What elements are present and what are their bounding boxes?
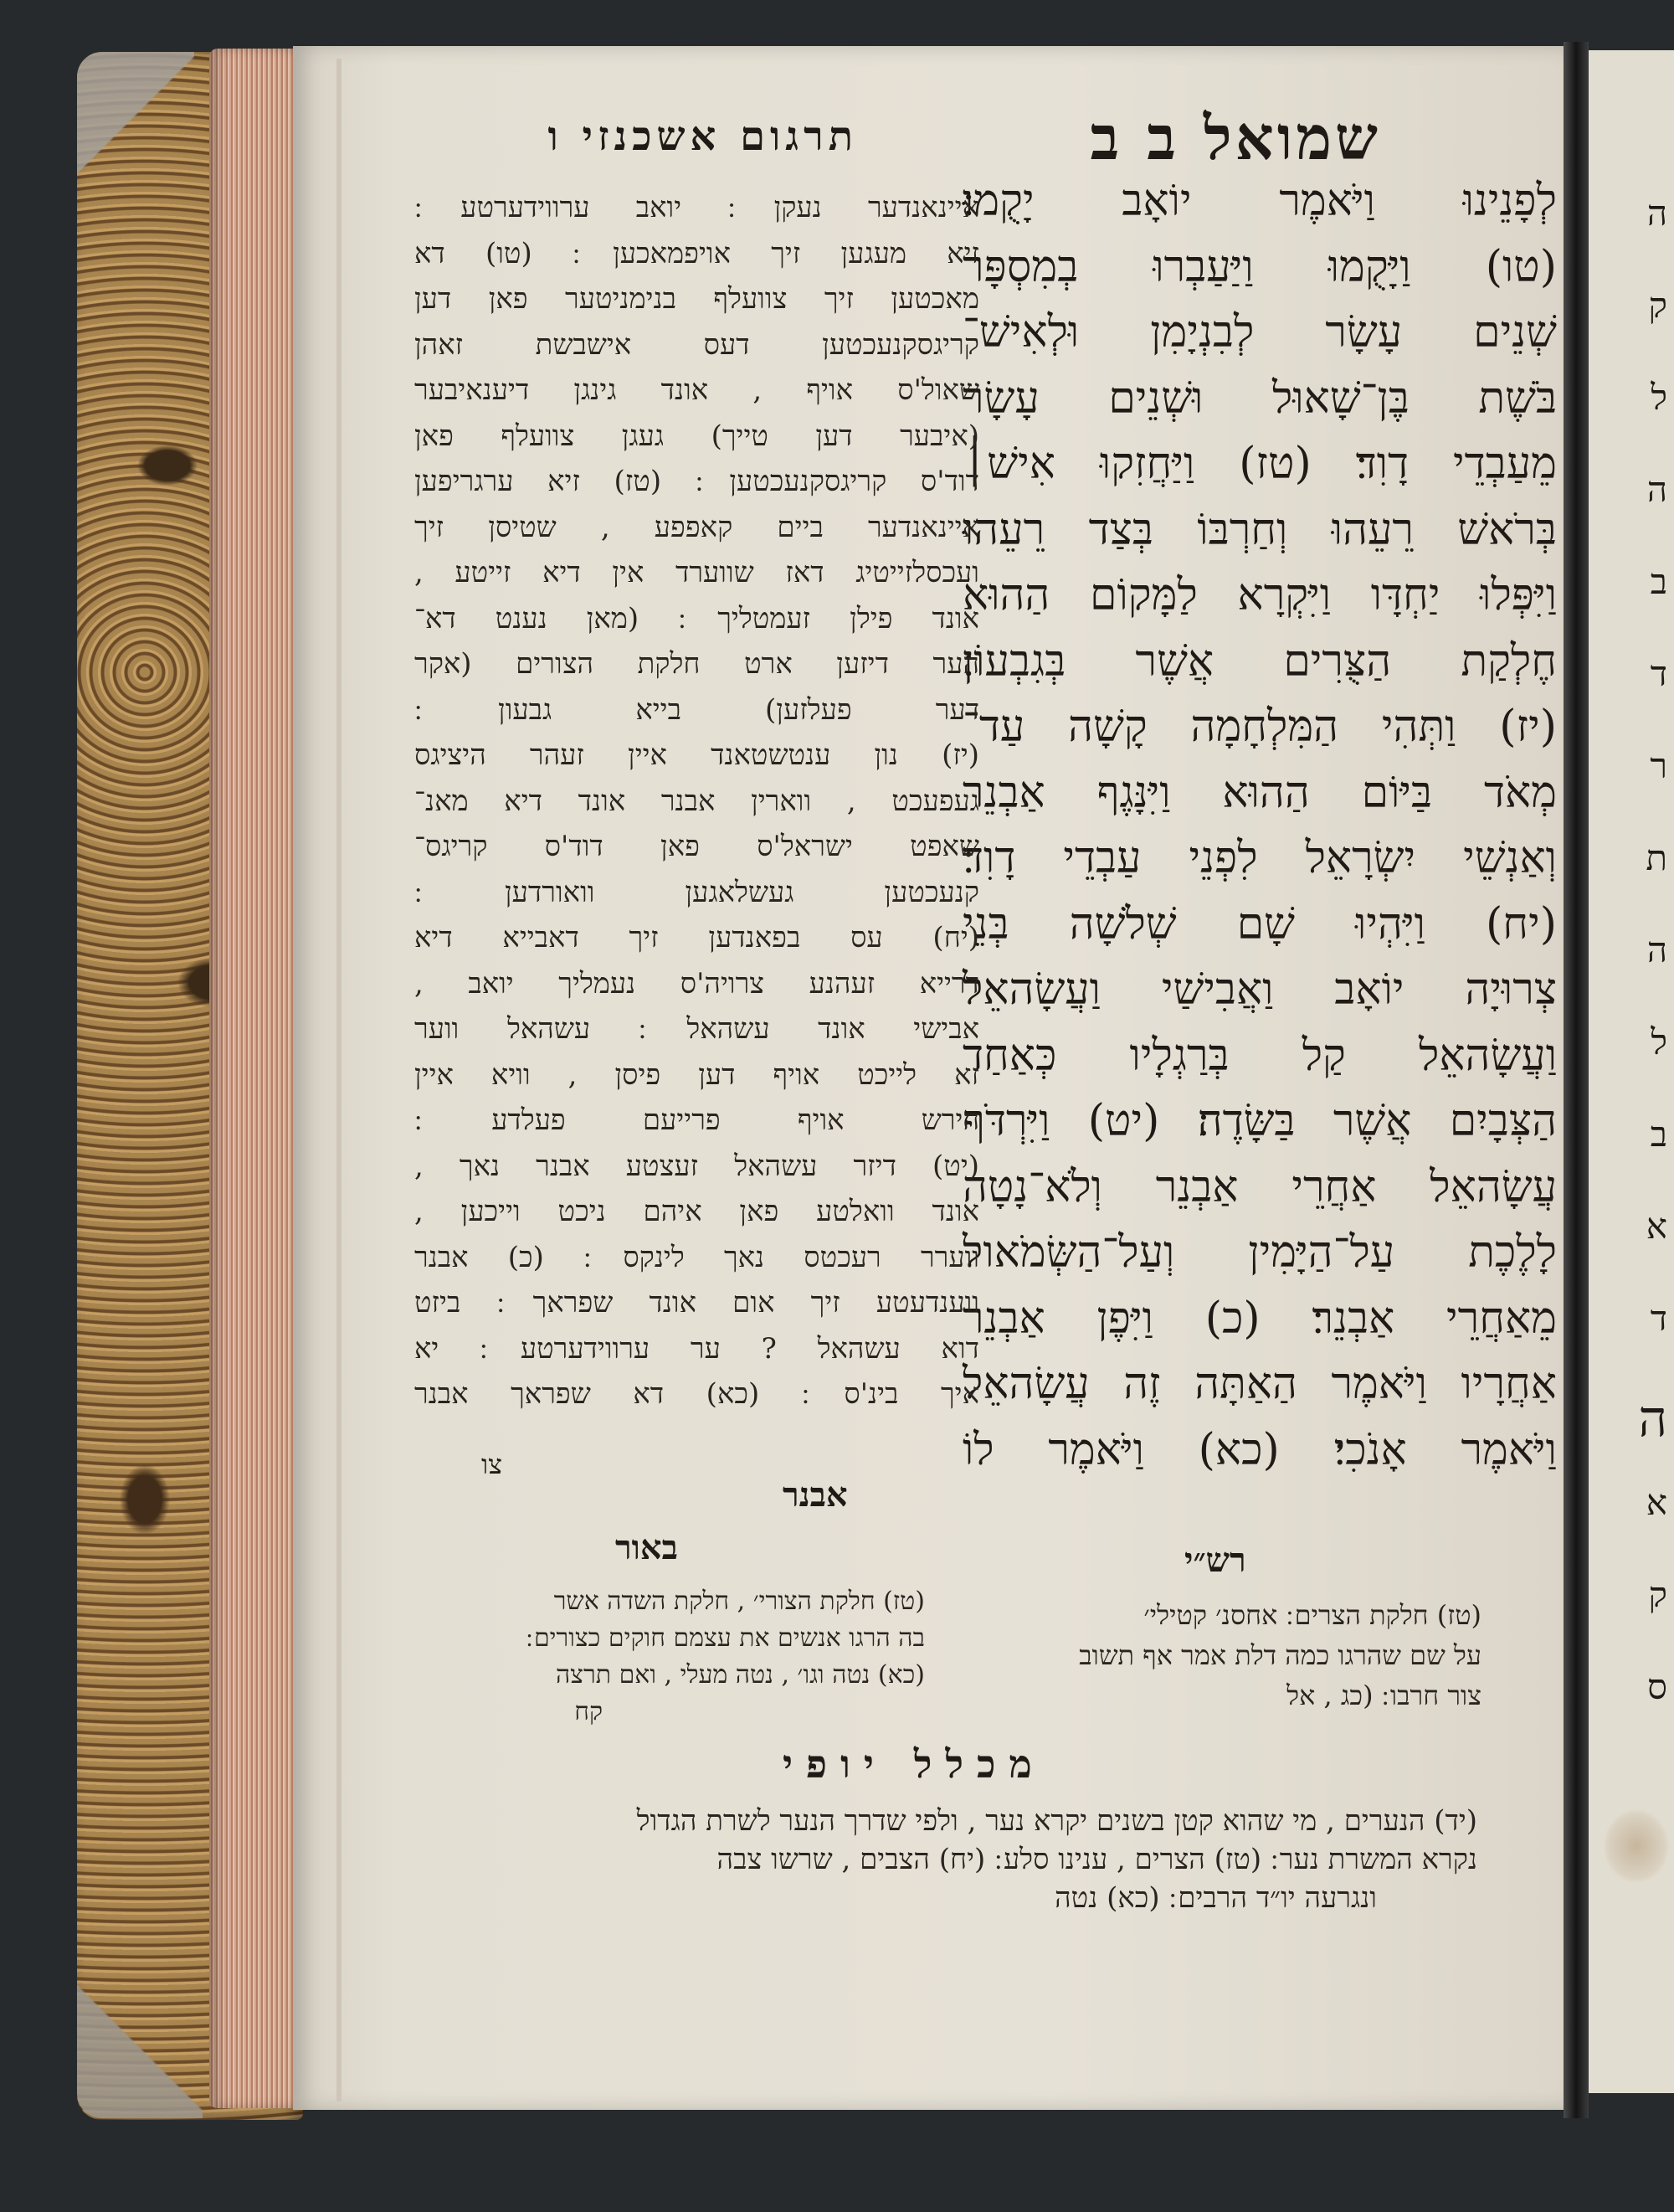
text-line: דוד'ס קריגסקנעכטען ׃ (טז) זיא ערגריפען xyxy=(414,465,979,498)
text-line: (יד) הנערים , מי שהוא קטן בשנים יקרא נער , ולפי שדרך הנער לשרת הגדול xyxy=(636,1804,1477,1838)
text-line: הירש אויף פרייעם פעלדע ׃ xyxy=(414,1103,979,1137)
text-line: ווערר רעכטס נאך לינקס ׃ (כ) אבנר xyxy=(414,1240,979,1274)
text-line: קנעכטען געשלאגען וואורדען ׃ xyxy=(414,875,979,909)
rashi-heading: רש״י xyxy=(1184,1541,1246,1580)
text-line: (יח) וַיִּהְיוּ שָׁם שְׁלֹשָׁה בְּנֵי xyxy=(963,898,1557,949)
text-line: (כא) נטה וגו׳ , נטה מעלי , ואם תרצה xyxy=(556,1660,925,1690)
text-line: (איבער דען טייך) געגן צוועלף פאן xyxy=(414,419,979,453)
text-line: שְׁנֵים עָשָׂר לְבִנְיָמִן וּלְאִישׁ־ xyxy=(963,307,1557,358)
text-line: געפעכט , ווארין אבנר אונד דיא מאנ־ xyxy=(414,784,979,818)
next-page-fragment: ה xyxy=(1646,469,1667,510)
text-line: לְפָנֵינוּ וַיֹּאמֶר יוֹאָב יָקֻמוּ׃ xyxy=(963,176,1557,226)
text-line: צור חרבו ׃ (כג , אל xyxy=(1286,1680,1481,1711)
text-line: דרייא זעהנע צרויה'ס נעמליך יואב , xyxy=(414,966,979,1001)
text-line: וַעֲשָׂהאֵל קַל בְּרַגְלָיו כְּאַחַד xyxy=(963,1030,1557,1081)
text-line: קריגסקנעכטען דעס אישבשת זאהן xyxy=(414,327,979,362)
text-line: דער פעלזען) בייא גבעון ׃ xyxy=(414,692,979,727)
next-page-fragment: ב xyxy=(1650,561,1667,602)
text-line: איינאנדער ביים קאפפע , שטיסן זיך xyxy=(414,510,979,544)
biur-heading: באור xyxy=(615,1528,678,1567)
cover-corner-top xyxy=(77,52,194,203)
text-line: (יח) עס בפאנדען זיך דאבייא דיא xyxy=(414,921,979,954)
next-page-fragment: ס xyxy=(1647,1666,1667,1707)
text-line: בה הרגו אנשים את עצמם חוקים כצורים ׃ xyxy=(526,1623,925,1653)
text-line: מֵאַחֲרֵי אַבְנֵר׃ (כ) וַיִּפֶן אַבְנֵר xyxy=(963,1293,1557,1344)
next-page-fragment: ה xyxy=(1646,193,1667,234)
text-line: מְאֹד בַּיּוֹם הַהוּא וַיִּנָּגֶף אַבְנֵר xyxy=(963,767,1557,818)
cover-corner-bottom xyxy=(77,1951,203,2118)
text-line: שאפט ישראל'ס פאן דוד'ס קריגס־ xyxy=(414,830,979,863)
page-title-left: תרגום אשכנזי ו xyxy=(547,113,858,160)
text-line: הַצְּבָיִם אֲשֶׁר בַּשָּׂדֶה׃ (יט) וַיִּרְדֹּף xyxy=(963,1096,1557,1146)
text-line: דוא עשהאל ? ער ערווידערטע ׃ יא xyxy=(414,1331,979,1366)
next-page-fragment: א xyxy=(1646,1482,1667,1523)
book-gutter xyxy=(1564,42,1589,2118)
text-line: צְרוּיָה יוֹאָב וַאֲבִישַׁי וַעֲשָׂהאֵל xyxy=(963,965,1557,1015)
text-line: בֹּשֶׁת בֶּן־שָׁאוּל וּשְׁנֵים עָשָׂר xyxy=(963,373,1557,424)
text-line: אבישי אונד עשהאל ׃ עשהאל ווער xyxy=(414,1012,979,1046)
next-page-fragment: ב xyxy=(1650,1114,1667,1155)
next-page-fragment: ד xyxy=(1650,1298,1667,1339)
text-line: וַיִּפְּלוּ יַחְדָּו וַיִּקְרָא לַמָּקוֹם הַהוּא xyxy=(963,570,1557,620)
page-inner-rule xyxy=(336,59,341,2101)
text-line: ווענדעטע זיך אום אונד שפראך ׃ ביזט xyxy=(414,1286,979,1319)
text-line: מאכטען זיך צוועלף בנימניטער פאן דען xyxy=(414,282,979,316)
text-line: (טז) חלקת הצרים ׃ אחסנ׳ קטילי׳ xyxy=(1143,1599,1481,1631)
michlal-heading: מכלל יופי xyxy=(783,1741,1045,1787)
text-line: אַחֲרָיו וַיֹּאמֶר הַאַתָּה זֶה עֲשָׂהאֵל xyxy=(963,1359,1557,1409)
next-page-fragment: ת xyxy=(1646,837,1667,878)
next-page-fragment: ק xyxy=(1648,1574,1667,1615)
next-page-fragment: ל xyxy=(1651,1021,1667,1062)
next-page-fragment: ה xyxy=(1646,929,1667,970)
text-line: וְאַנְשֵׁי יִשְׂרָאֵל לִפְנֵי עַבְדֵי דָוִד׃ xyxy=(963,833,1557,883)
text-line: בְּרֹאשׁ רֵעֵהוּ וְחַרְבּוֹ בְּצַד רֵעֵהוּ xyxy=(963,504,1557,555)
text-line: וַיֹּאמֶר אָנֹכִי׃ (כא) וַיֹּאמֶר לוֹ xyxy=(963,1424,1557,1475)
water-stain xyxy=(1603,1808,1670,1884)
next-page-fragment: ר xyxy=(1650,745,1667,786)
text-line: זיא מעגען זיך אויפמאכען ׃ (טו) דא xyxy=(414,236,979,270)
text-line: איך בינ'ס ׃ (כא) דא שפראך אבנר xyxy=(414,1377,979,1411)
text-line: חֶלְקַת הַצֻּרִים אֲשֶׁר בְּגִבְעוֹן׃ xyxy=(963,635,1557,687)
text-line: אונד פילן זעמטליך ׃ (מאן נענט דא־ xyxy=(414,601,979,635)
text-line: (טז) חלקת הצורי׳ , חלקת השדה אשר xyxy=(553,1587,925,1616)
catchword-right: אבנר xyxy=(783,1475,848,1515)
text-line: עֲשָׂהאֵל אַחֲרֵי אַבְנֵר וְלֹא־נָטָה xyxy=(963,1161,1557,1212)
text-line: (יז) נון ענטשטאנד איין זעהר היציגס xyxy=(414,738,979,772)
next-page-edge xyxy=(1589,50,1674,2093)
text-line: אונד וואלטע פאן איהם ניכט וייכען , xyxy=(414,1195,979,1228)
next-page-fragment: ל xyxy=(1651,377,1667,418)
text-line: ועכסלזייטיג דאז שווערד אין דיא זייטע , xyxy=(414,556,979,589)
text-line: מֵעַבְדֵי דָוִד׃ (טז) וַיַּחֲזִקוּ אִישׁ׀ xyxy=(963,439,1557,489)
text-line: זא לייכט אויף דען פיסן , וויא איין xyxy=(414,1057,979,1092)
text-line: הער דיזען ארט חלקת הצורים (אקר xyxy=(414,647,979,681)
text-line: על שם שהרגו כמה דלת אמר אף תשוב xyxy=(1079,1639,1481,1671)
text-line: קח xyxy=(574,1697,603,1726)
text-line: נקרא המשרת נער ׃ (טז) הצרים , ענינו סלע ׃ (יח) הצבים , שרשו צבה xyxy=(716,1843,1477,1876)
text-line: ונגרעה יו״ד הרבים ׃ (כא) נטה xyxy=(1055,1881,1377,1915)
text-line: (יט) דיזר עשהאל זעצטע אבנר נאך , xyxy=(414,1149,979,1183)
next-page-fragment: א xyxy=(1646,1206,1667,1247)
text-line: שאול'ס אויף , אונד גינגן דיענאיבער xyxy=(414,373,979,407)
text-line: איינאנדער נעקן ׃ יואב ערווידערטע ׃ xyxy=(414,191,979,224)
next-page-fragment: ה xyxy=(1638,1390,1667,1448)
next-page-fragment: ד xyxy=(1650,653,1667,694)
text-line: (טו) וַיָּקֻמוּ וַיַּעַבְרוּ בְמִסְפָּר xyxy=(963,241,1557,292)
text-line: לָלֶכֶת עַל־הַיָּמִין וְעַל־הַשְּׂמֹאול xyxy=(963,1227,1557,1278)
page-title-right: שמואל ב ב xyxy=(1090,102,1381,173)
text-line: (יז) וַתְּהִי הַמִּלְחָמָה קָשָׁה עַד־ xyxy=(963,702,1557,752)
next-page-fragment: ק xyxy=(1648,285,1667,326)
catchword-left: צו xyxy=(481,1448,502,1480)
